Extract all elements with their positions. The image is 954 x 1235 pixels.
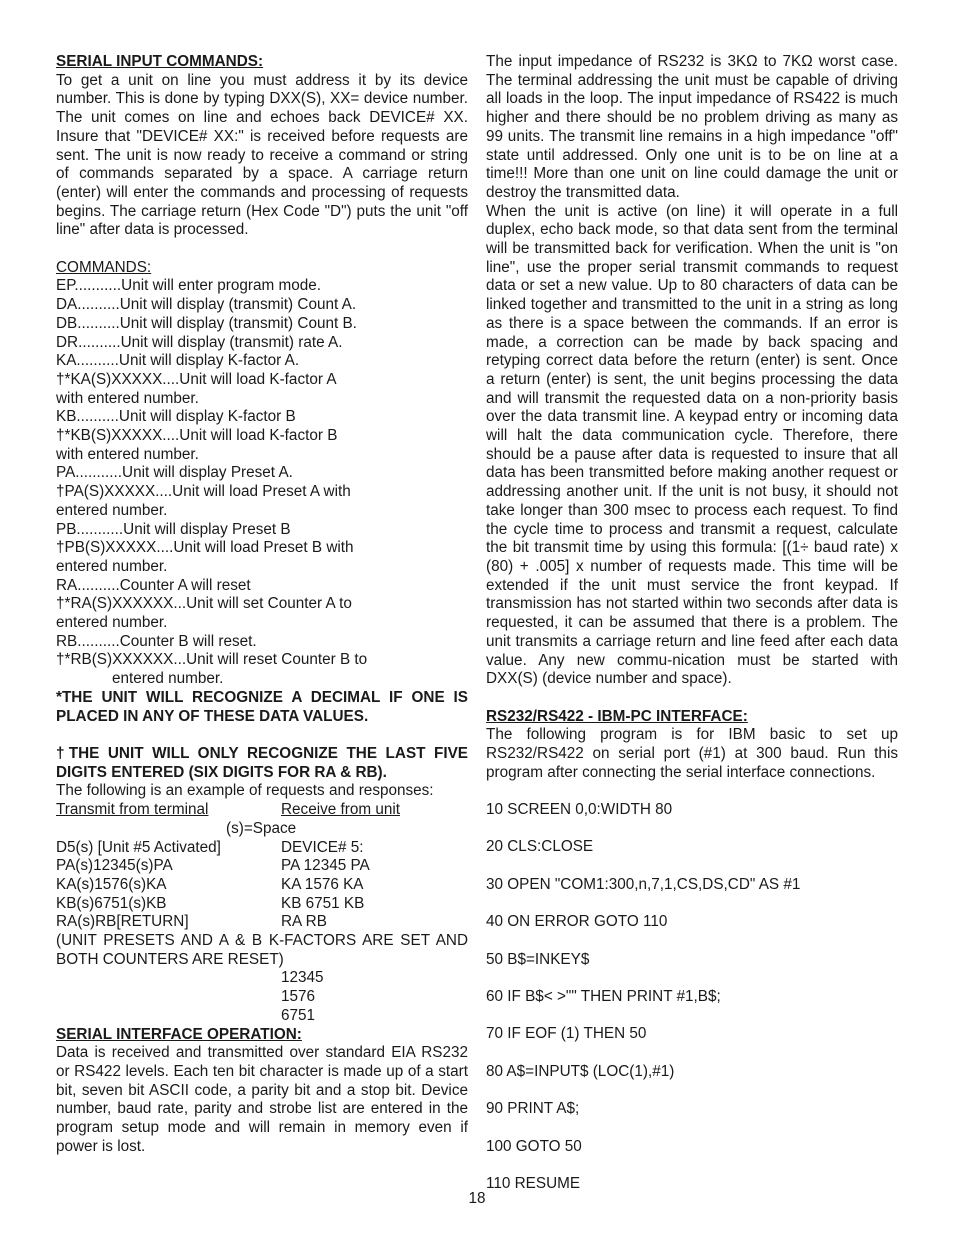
left-column <box>56 53 468 1156</box>
example-header <box>56 801 468 820</box>
receive-cell: KB 6751 KB <box>281 894 365 912</box>
command-line: PB...........Unit will display Preset B <box>56 520 291 538</box>
transmit-cell: D5(s) [Unit #5 Activated] <box>56 838 221 856</box>
interface-operation-paragraph: Data is received and transmitted over standard EIA RS232 or RS422 levels. Each ten bit character is made up of a start bit, seven bit ASCII code, a parity bit and a stop bit. Device number, baud rate, parity and strobe list are entered in the program setup mode and will remain in memory even if power is lost. <box>56 1044 468 1155</box>
command-line: EP...........Unit will enter program mode. <box>56 277 321 295</box>
command-line: entered number. <box>56 501 168 519</box>
command-line: PA...........Unit will display Preset A. <box>56 464 293 482</box>
digits-note: †THE UNIT WILL ONLY RECOGNIZE THE LAST FIVE DIGITS ENTERED (SIX DIGITS FOR RA & RB). <box>56 744 468 781</box>
example-row <box>56 876 468 895</box>
example-row <box>56 895 468 914</box>
transmit-cell: KA(s)1576(s)KA <box>56 875 167 893</box>
ibm-interface-heading: RS232/RS422 - IBM-PC INTERFACE: <box>486 707 748 725</box>
program-line: 40 ON ERROR GOTO 110 <box>486 913 668 931</box>
command-line: †*RB(S)XXXXXX...Unit will reset Counter B to <box>56 651 368 669</box>
example-intro: The following is an example of requests and responses: <box>56 782 434 800</box>
program-line: 70 IF EOF (1) THEN 50 <box>486 1025 647 1043</box>
command-line: entered number. <box>56 614 168 632</box>
example-row <box>56 857 468 876</box>
right-column <box>486 53 898 1212</box>
response-value: 12345 <box>281 969 324 987</box>
command-line: entered number. <box>112 670 224 688</box>
receive-column-header: Receive from unit <box>281 801 401 819</box>
program-line: 90 PRINT A$; <box>486 1100 580 1118</box>
response-value: 1576 <box>281 988 316 1006</box>
command-line: RA..........Counter A will reset <box>56 576 251 594</box>
command-list <box>56 277 468 670</box>
program-line: 30 OPEN "COM1:300,n,7,1,CS,DS,CD" AS #1 <box>486 875 801 893</box>
command-line: †*KB(S)XXXXX....Unit will load K-factor B <box>56 427 338 445</box>
command-line: KB..........Unit will display K-factor B <box>56 408 296 426</box>
command-line: with entered number. <box>56 389 199 407</box>
transmit-column-header: Transmit from terminal <box>56 801 209 819</box>
receive-cell: DEVICE# 5: <box>281 838 364 856</box>
program-line: 80 A$=INPUT$ (LOC(1),#1) <box>486 1062 675 1080</box>
example-table <box>56 839 468 933</box>
response-value: 6751 <box>281 1006 316 1024</box>
transmit-cell: PA(s)12345(s)PA <box>56 857 173 875</box>
command-line: entered number. <box>56 557 168 575</box>
decimal-note: *THE UNIT WILL RECOGNIZE A DECIMAL IF ONE IS PLACED IN ANY OF THESE DATA VALUES. <box>56 688 468 725</box>
response-values <box>56 969 468 1025</box>
command-line: with entered number. <box>56 445 199 463</box>
program-line: 10 SCREEN 0,0:WIDTH 80 <box>486 801 673 819</box>
serial-input-heading: SERIAL INPUT COMMANDS: <box>56 53 264 70</box>
receive-cell: RA RB <box>281 913 327 931</box>
interface-operation-heading: SERIAL INTERFACE OPERATION: <box>56 1025 302 1043</box>
commands-heading: COMMANDS: <box>56 258 152 276</box>
transmit-cell: RA(s)RB[RETURN] <box>56 913 189 931</box>
space-note: (s)=Space <box>226 819 297 837</box>
online-paragraph: When the unit is active (on line) it will operate in a full duplex, echo back mode, so that data sent from the terminal will be transmitted back for verification. When the unit is "on line", use the proper serial transmit commands to request data or set a new value. Up to 80 characters of data can be linked together and transmitted to the unit in a string as long as there is a space between the commands. If an error is made, a correction can be made by back spacing and retyping correct data before the return (enter) is sent. Once a return (enter) is sent, the unit begins processing the data and will transmit the requested data on a non-priority basis over the data transmit line. A keypad entry or incoming data will halt the data communication cycle. Therefore, there should be a pause after data is requested to insure that all data has been transmitted before making another request or addressing another unit. If the unit is not busy, it should not take longer than 300 msec to process each request. To find the cycle time to process and transmit a request, calculate the bit transmit time by using this formula: [(1÷ baud rate) x (80) + .005] x number of requests made. This time will be extended if the unit must service the front keypad. If transmission has not started within two seconds after data is requested, it can be assumed that there is a problem. The unit transmits a carriage return and line feed after each data value. Any new commu-nication must be started with DXX(S) (device number and space). <box>486 202 898 688</box>
program-line: 20 CLS:CLOSE <box>486 838 594 856</box>
command-line: †PA(S)XXXXX....Unit will load Preset A with <box>56 483 351 501</box>
command-line: KA..........Unit will display K-factor A. <box>56 352 300 370</box>
program-line: 60 IF B$< >"" THEN PRINT #1,B$; <box>486 988 721 1006</box>
receive-cell: PA 12345 PA <box>281 857 370 875</box>
program-line: 110 RESUME <box>486 1175 581 1192</box>
command-line: DR..........Unit will display (transmit) rate A. <box>56 333 343 351</box>
serial-input-paragraph: To get a unit on line you must address it by its device number. This is done by typing DXX(S), XX= device number. The unit comes on line and echoes back DEVICE# XX. Insure that "DEVICE# XX:" is received before requests are sent. The unit is now ready to receive a command or string of commands separated by a space. A carriage return (enter) will enter the commands and processing of requests begins. The carriage return (Hex Code "D") puts the unit "off line" after data is processed. <box>56 71 468 239</box>
ibm-interface-paragraph: The following program is for IBM basic to set up RS232/RS422 on serial port (#1) at 300 baud. Run this program after connecting the serial interface connections. <box>486 726 898 781</box>
example-row <box>56 839 468 858</box>
example-row <box>56 913 468 932</box>
command-line: RB..........Counter B will reset. <box>56 632 257 650</box>
command-line: DB..........Unit will display (transmit) Count B. <box>56 314 357 332</box>
program-line: 50 B$=INKEY$ <box>486 950 590 968</box>
command-line: †PB(S)XXXXX....Unit will load Preset B with <box>56 539 354 557</box>
command-line: DA..........Unit will display (transmit) Count A. <box>56 296 357 314</box>
receive-cell: KA 1576 KA <box>281 875 364 893</box>
basic-program <box>486 801 898 1194</box>
command-line: †*KA(S)XXXXX....Unit will load K-factor A <box>56 370 337 388</box>
presets-note: (UNIT PRESETS AND A & B K-FACTORS ARE SET AND BOTH COUNTERS ARE RESET) <box>56 932 468 968</box>
impedance-paragraph: The input impedance of RS232 is 3KΩ to 7KΩ worst case. The terminal addressing the unit must be capable of driving all loads in the loop. The input impedance of RS422 is much higher and there should be no problem driving as many as 99 units. The transmit line remains in a high impedance "off" state until addressed. Only one unit is to be on line at a time!!! More than one unit on line could damage the unit or destroy the transmitted data. <box>486 53 898 201</box>
transmit-cell: KB(s)6751(s)KB <box>56 894 167 912</box>
page-number: 18 <box>468 1190 486 1207</box>
program-line: 100 GOTO 50 <box>486 1137 582 1155</box>
command-line: †*RA(S)XXXXXX...Unit will set Counter A to <box>56 595 352 613</box>
